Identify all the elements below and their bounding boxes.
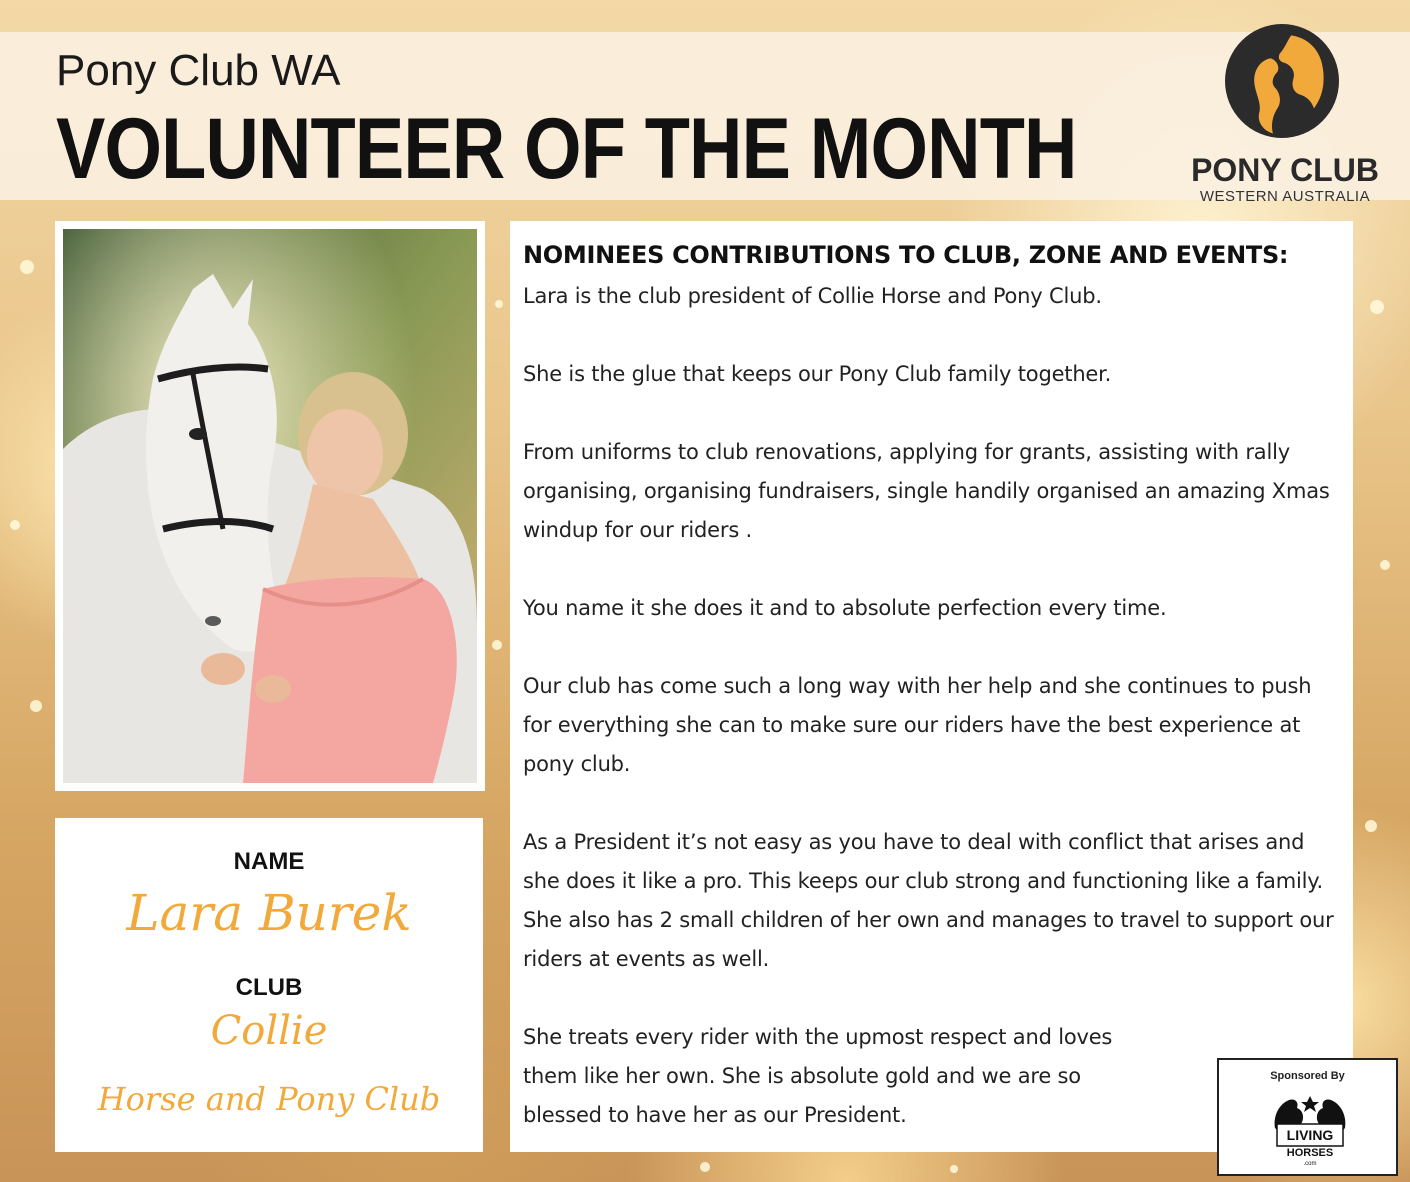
pony-club-logo	[1180, 16, 1390, 205]
nominee-name: Lara Burek	[126, 884, 412, 942]
contribution-paragraph: She is the glue that keeps our Pony Club family together.	[523, 362, 1112, 386]
nominee-photo-frame	[55, 221, 485, 791]
sponsor-label: Sponsored By	[1270, 1070, 1345, 1082]
club-name-line2: Horse and Pony Club	[97, 1080, 441, 1118]
sponsor-name-line2: HORSES	[1286, 1147, 1334, 1159]
contribution-paragraph: She treats every rider with the upmost respect and loves them like her own. She is absolute gold and we are so blessed to have her as our President.	[523, 1025, 1113, 1127]
logo-name: PONY CLUB	[1191, 152, 1379, 188]
contribution-paragraph: You name it she does it and to absolute perfection every time.	[523, 596, 1167, 620]
sponsor-domain: .com	[1303, 1161, 1317, 1167]
sponsor-name-line1: LIVING	[1286, 1127, 1334, 1143]
contribution-paragraph: From uniforms to club renovations, applying for grants, assisting with rally organising, organising fundraisers, single handily organised an amazing Xmas windup for our riders .	[523, 440, 1330, 542]
name-label: NAME	[233, 848, 305, 875]
contributions-panel	[510, 221, 1353, 1152]
club-name-line1: Collie	[210, 1008, 328, 1054]
contribution-paragraph: Lara is the club president of Collie Horse and Pony Club.	[523, 284, 1102, 308]
club-label: CLUB	[235, 974, 303, 1001]
contributions-heading: NOMINEES CONTRIBUTIONS TO CLUB, ZONE AND EVENTS:	[523, 241, 1289, 269]
page-subtitle: Pony Club WA	[56, 46, 341, 95]
woman-with-white-horse-photo	[63, 229, 477, 783]
horse-and-rider-head-icon	[1225, 24, 1339, 138]
contribution-paragraph: Our club has come such a long way with her help and she continues to push for everything she can to make sure our riders have the best experience at pony club.	[523, 674, 1312, 776]
logo-subtitle: WESTERN AUSTRALIA	[1199, 188, 1371, 205]
two-rearing-horses-icon	[1255, 1088, 1365, 1168]
contribution-paragraph: As a President it’s not easy as you have to deal with conflict that arises and she does it like a pro. This keeps our club strong and functioning like a family. She also has 2 small children of her own and manages to travel to support our riders at events as well.	[523, 830, 1334, 971]
page-title: VOLUNTEER OF THE MONTH	[56, 101, 1077, 197]
sponsor-badge	[1217, 1058, 1398, 1176]
nominee-card	[55, 818, 483, 1152]
